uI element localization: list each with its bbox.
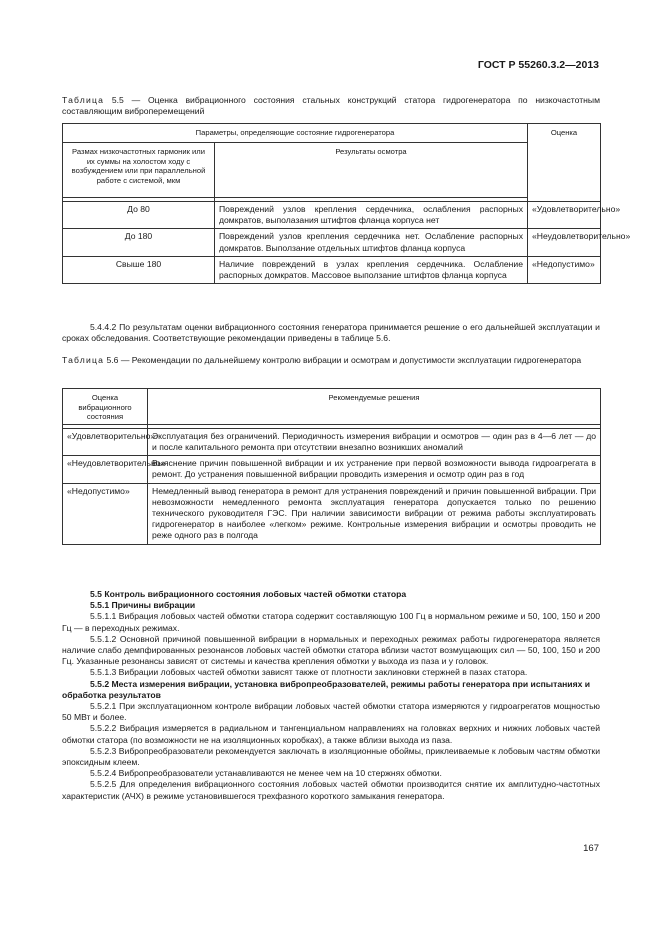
table-5-6-rating: «Удовлетворительно» <box>63 428 148 455</box>
paragraph-5-5-2-4: 5.5.2.4 Вибропреобразователи устанавливаются не менее чем на 10 стержнях обмотки. <box>90 768 442 779</box>
table-5-5-rating: «Недопустимо» <box>528 256 601 283</box>
table-5-5-result: Повреждений узлов крепления сердечника нет. Ослабление распорных домкратов. Выползание отдельных штифтов фланца корпуса <box>215 229 528 256</box>
table-5-5-result: Наличие повреждений в узлах крепления сердечника. Ослабление распорных домкратов. Массовое выползание штифтов фланца корпуса <box>215 256 528 283</box>
paragraph-5-4-4-2: 5.4.4.2 По результатам оценки вибрационного состояния генератора принимается решение о его дальнейшей эксплуатации и сроках обследования. Соответствующие рекомендации приведены в таблице 5.6. <box>62 322 600 344</box>
table-5-5-size: До 180 <box>63 229 215 256</box>
paragraph-5-5-1-2: 5.5.1.2 Основной причиной повышенной вибрации в нормальных и переходных режимах работы гидрогенератора является наличие слабо демпфированных резонансов лобовых частей обмотки статора вблизи частот возмущающих сил — 50, 100, 150 и 200 Гц. Указанные резонансы зависят от системы и качества крепления обмотки у выхода из паза и у головок. <box>62 633 600 667</box>
page-number: 167 <box>583 843 599 854</box>
table-5-6-wrapper <box>62 388 600 545</box>
table-row <box>63 202 601 229</box>
paragraph-5-5-1-3: 5.5.1.3 Вибрации лобовых частей обмотки зависят также от плотности заклиновки стержней в пазах статора. <box>90 667 528 678</box>
paragraph-5-5-2-5: 5.5.2.5 Для определения вибрационного состояния лобовых частей обмотки производится снятие их амплитудно-частотных характеристик (АЧХ) в режиме установившегося трехфазного короткого замыкания генератора. <box>62 779 600 801</box>
table-5-5-head-params: Параметры, определяющие состояние гидрогенератора <box>63 124 528 143</box>
heading-5-5-2: 5.5.2 Места измерения вибрации, установка вибропреобразователей, режимы работы генератора при испытаниях и обработка результатов <box>62 678 591 700</box>
table-5-6-decision: Выяснение причин повышенной вибрации и их устранение при первой возможности вывода гидроагрегата в ремонт. До устранения повышенной вибрации проводить измерения и осмотр один раз в год <box>148 456 601 483</box>
table-5-6 <box>62 388 601 545</box>
table-5-5-size: Свыше 180 <box>63 256 215 283</box>
table-5-6-decision: Немедленный вывод генератора в ремонт для устранения повреждений и причин повышенной вибрации. При невозможности немедленного ремонта эксплуатация генератора допускается только по решению технического руководителя ГЭС. При наличии зависимости вибрации от режима работы эксплуатировать гидрогенератор в наиболее «легком» режиме. Контрольные измерения вибрации и осмотры проводить не реже одного раз в полгода <box>148 483 601 544</box>
table-row <box>63 428 601 455</box>
document-id: ГОСТ Р 55260.3.2—2013 <box>477 59 599 71</box>
table-5-5-rating: «Неудовлетворительно» <box>528 229 601 256</box>
table-5-6-caption <box>62 355 600 366</box>
table-row <box>63 456 601 483</box>
table-5-6-decision: Эксплуатация без ограничений. Периодичность измерения вибрации и осмотров — один раз в 4—6 лет — до и после капитального ремонта при отсутствии внезапно возникших аномалий <box>148 428 601 455</box>
paragraph-5-5-2-2: 5.5.2.2 Вибрация измеряется в радиальном и тангенциальном направлениях на головках верхних и нижних лобовых частей обмотки статора (по возможности не на изоляционных коробках), а также вблизи выхода из паза. <box>62 723 600 745</box>
table-5-5-caption-label: Таблица <box>62 95 105 105</box>
table-5-6-head-decision: Рекомендуемые решения <box>148 389 601 425</box>
table-5-6-rating: «Неудовлетворительно» <box>63 456 148 483</box>
table-5-5-size: До 80 <box>63 202 215 229</box>
table-5-5-result: Повреждений узлов крепления сердечника, ослабления распорных домкратов, выполазания штифтов фланца корпуса нет <box>215 202 528 229</box>
table-5-6-head-rating: Оценка вибрационного состояния <box>63 389 148 425</box>
table-5-6-caption-label: Таблица <box>62 355 105 365</box>
table-row <box>63 256 601 283</box>
table-5-5-rating: «Удовлетворительно» <box>528 202 601 229</box>
section-5-5 <box>62 589 600 802</box>
table-5-5-head-size: Размах низкочастотных гармоник или их суммы на холостом ходу с возбуждением или при параллельной работе с системой, мкм <box>63 143 215 198</box>
paragraph-5-5-2-1: 5.5.2.1 При эксплуатационном контроле вибрации лобовых частей обмотки статора измеряются у гидроагрегатов мощностью 50 МВт и более. <box>62 701 600 723</box>
table-5-5-wrapper <box>62 123 631 284</box>
table-5-5-caption <box>62 95 600 117</box>
table-5-5 <box>62 123 631 284</box>
table-row <box>63 229 601 256</box>
heading-5-5: 5.5 Контроль вибрационного состояния лобовых частей обмотки статора <box>90 589 407 599</box>
table-5-6-caption-text: 5.6 — Рекомендации по дальнейшему контролю вибрации и осмотрам и допустимости эксплуатации гидрогенератора <box>104 355 582 365</box>
paragraph-5-5-1-1: 5.5.1.1 Вибрация лобовых частей обмотки статора содержит составляющую 100 Гц в нормальном режиме и 50, 100, 150 и 200 Гц — в переходных режимах. <box>62 611 600 633</box>
table-5-5-head-results: Результаты осмотра <box>215 143 528 198</box>
paragraph-5-5-2-3: 5.5.2.3 Вибропреобразователи рекомендуется заключать в изоляционные обоймы, приклеиваемые к лобовым частям обмотки эпоксидным клеем. <box>62 745 600 768</box>
table-5-5-head-rating: Оценка <box>528 124 601 202</box>
table-row <box>63 483 601 544</box>
table-5-6-rating: «Недопустимо» <box>63 483 148 544</box>
heading-5-5-1: 5.5.1 Причины вибрации <box>90 600 196 611</box>
table-5-5-caption-text: 5.5 — Оценка вибрационного состояния стальных конструкций статора гидрогенератора по низкочастотным составляющим виброперемещений <box>62 95 600 117</box>
